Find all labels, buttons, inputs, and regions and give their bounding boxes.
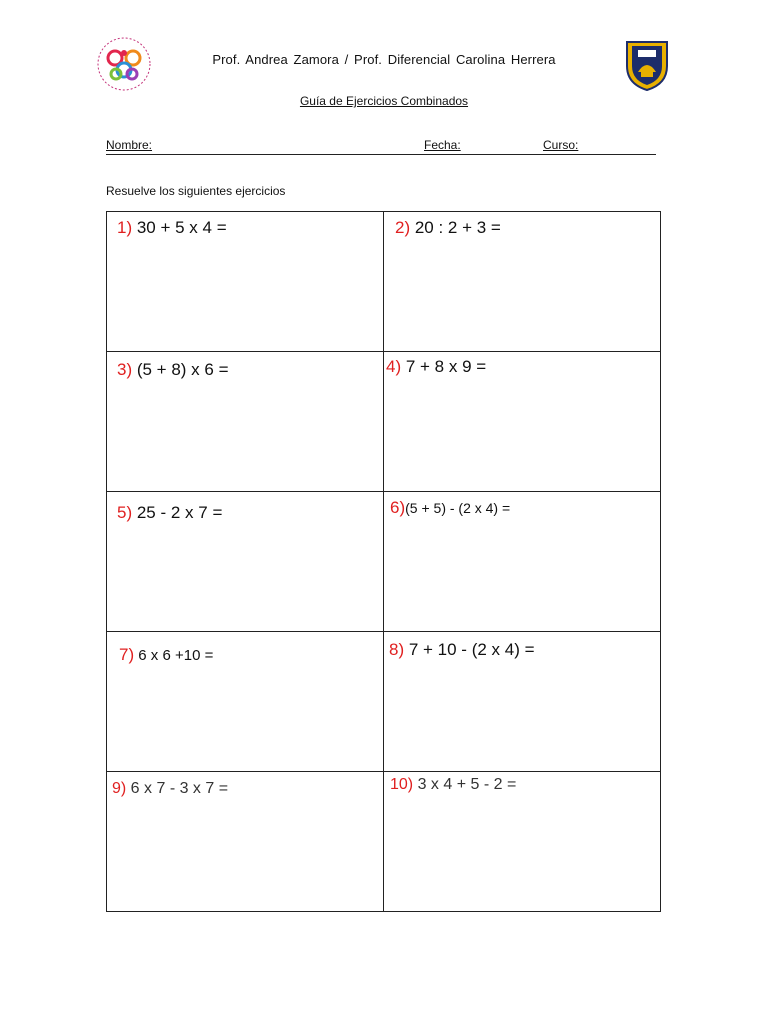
exercise-number: 9): [112, 780, 127, 797]
exercise-number: 4): [386, 357, 402, 376]
exercise-7: [119, 645, 213, 665]
exercise-number: 5): [117, 503, 133, 522]
exercise-1: [117, 218, 227, 238]
exercise-cell: [107, 352, 384, 492]
instructions: Resuelve los siguientes ejercicios: [106, 184, 286, 198]
exercise-number: 6): [390, 498, 406, 517]
exercise-expression: 7 + 10 - (2 x 4) =: [404, 640, 535, 659]
exercise-cell: [384, 212, 661, 352]
teachers-header: Prof. Andrea Zamora / Prof. Diferencial Carolina Herrera: [212, 52, 556, 67]
exercise-expression: 6 x 6 +10 =: [134, 647, 214, 664]
exercise-number: 7): [119, 645, 135, 664]
exercise-expression: 20 : 2 + 3 =: [410, 218, 501, 237]
exercise-expression: 30 + 5 x 4 =: [132, 218, 227, 237]
exercise-cell: [107, 492, 384, 632]
exercise-6: [390, 498, 510, 518]
exercise-number: 1): [117, 218, 133, 237]
exercise-cell: [107, 212, 384, 352]
exercise-number: 3): [117, 360, 133, 379]
exercise-3: [117, 360, 229, 380]
exercise-cell: [107, 632, 384, 772]
exercise-5: [117, 503, 222, 523]
exercise-expression: 7 + 8 x 9 =: [401, 357, 487, 376]
guide-title: Guía de Ejercicios Combinados: [299, 94, 469, 108]
exercise-number: 8): [389, 640, 405, 659]
exercise-number: 10): [390, 776, 414, 793]
exercise-expression: 3 x 4 + 5 - 2 =: [413, 776, 517, 793]
school-crest-icon: [623, 36, 671, 92]
name-label: Nombre:: [106, 138, 153, 152]
exercise-expression: 6 x 7 - 3 x 7 =: [126, 780, 229, 797]
exercise-expression: 25 - 2 x 7 =: [132, 503, 223, 522]
exercise-9: [112, 780, 228, 798]
exercise-cell: [384, 632, 661, 772]
date-label: Fecha:: [424, 138, 461, 152]
exercise-cell: [107, 772, 384, 912]
exercise-grid: [106, 211, 661, 912]
school-logo-left-icon: [94, 36, 154, 92]
exercise-cell: [384, 772, 661, 912]
exercise-number: 2): [395, 218, 411, 237]
exercise-expression: (5 + 8) x 6 =: [132, 360, 229, 379]
exercise-10: [390, 776, 516, 794]
exercise-expression: (5 + 5) - (2 x 4) =: [405, 500, 511, 516]
exercise-8: [389, 640, 535, 660]
course-label: Curso:: [543, 138, 579, 152]
exercise-cell: [384, 492, 661, 632]
exercise-cell: [384, 352, 661, 492]
exercise-2: [395, 218, 501, 238]
student-info-line: [106, 138, 656, 155]
exercise-4: [386, 357, 486, 377]
